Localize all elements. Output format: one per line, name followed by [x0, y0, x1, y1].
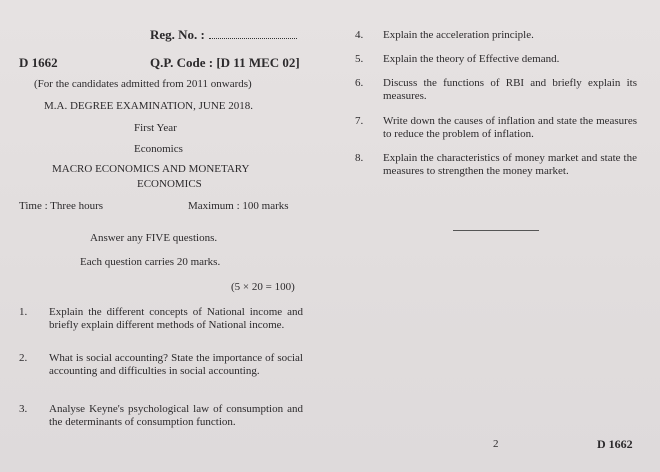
question-8-text: Explain the characteristics of money market and state the measures to strengthen the money market.: [383, 152, 637, 177]
admitted-note: (For the candidates admitted from 2011 onwards): [34, 78, 252, 90]
question-3-text: Analyse Keyne's psychological law of consumption and the determinants of consumption function.: [49, 403, 303, 428]
question-8-number: 8.: [355, 152, 364, 164]
question-4-text: Explain the acceleration principle.: [383, 29, 534, 41]
question-5-text: Explain the theory of Effective demand.: [383, 53, 560, 65]
instruction-each-carries: Each question carries 20 marks.: [80, 256, 221, 268]
paper-title-line2: ECONOMICS: [137, 178, 202, 190]
question-7-text: Write down the causes of inflation and state the measures to reduce the problem of inflation.: [383, 115, 637, 140]
marks-formula: (5 × 20 = 100): [231, 281, 295, 293]
question-1-number: 1.: [19, 306, 28, 318]
reg-no-field: [150, 27, 297, 43]
question-3-number: 3.: [19, 403, 28, 415]
max-marks-label: Maximum : 100 marks: [188, 200, 289, 212]
question-2-number: 2.: [19, 352, 28, 364]
question-4-number: 4.: [355, 29, 364, 41]
paper-code: D 1662: [19, 55, 58, 70]
end-of-paper-rule: [453, 230, 539, 231]
exam-title: M.A. DEGREE EXAMINATION, JUNE 2018.: [44, 100, 253, 112]
footer-paper-code: D 1662: [597, 437, 633, 451]
question-1-text: Explain the different concepts of National income and briefly explain different methods of National income.: [49, 306, 303, 331]
reg-no-blank: [209, 28, 297, 39]
qp-code: Q.P. Code : [D 11 MEC 02]: [150, 55, 300, 70]
subject-label: Economics: [134, 143, 183, 155]
reg-no-label: Reg. No. :: [150, 27, 205, 42]
question-6-text: Discuss the functions of RBI and briefly explain its measures.: [383, 77, 637, 102]
time-label: Time : Three hours: [19, 200, 104, 212]
instruction-answer-any: Answer any FIVE questions.: [90, 232, 218, 244]
page-number: 2: [493, 438, 499, 450]
question-5-number: 5.: [355, 53, 364, 65]
question-7-number: 7.: [355, 115, 364, 127]
question-2-text: What is social accounting? State the importance of social accounting and difficulties in social accounting.: [49, 352, 303, 377]
paper-title-line1: MACRO ECONOMICS AND MONETARY: [52, 163, 250, 175]
question-6-number: 6.: [355, 77, 364, 89]
year-label: First Year: [134, 122, 177, 134]
